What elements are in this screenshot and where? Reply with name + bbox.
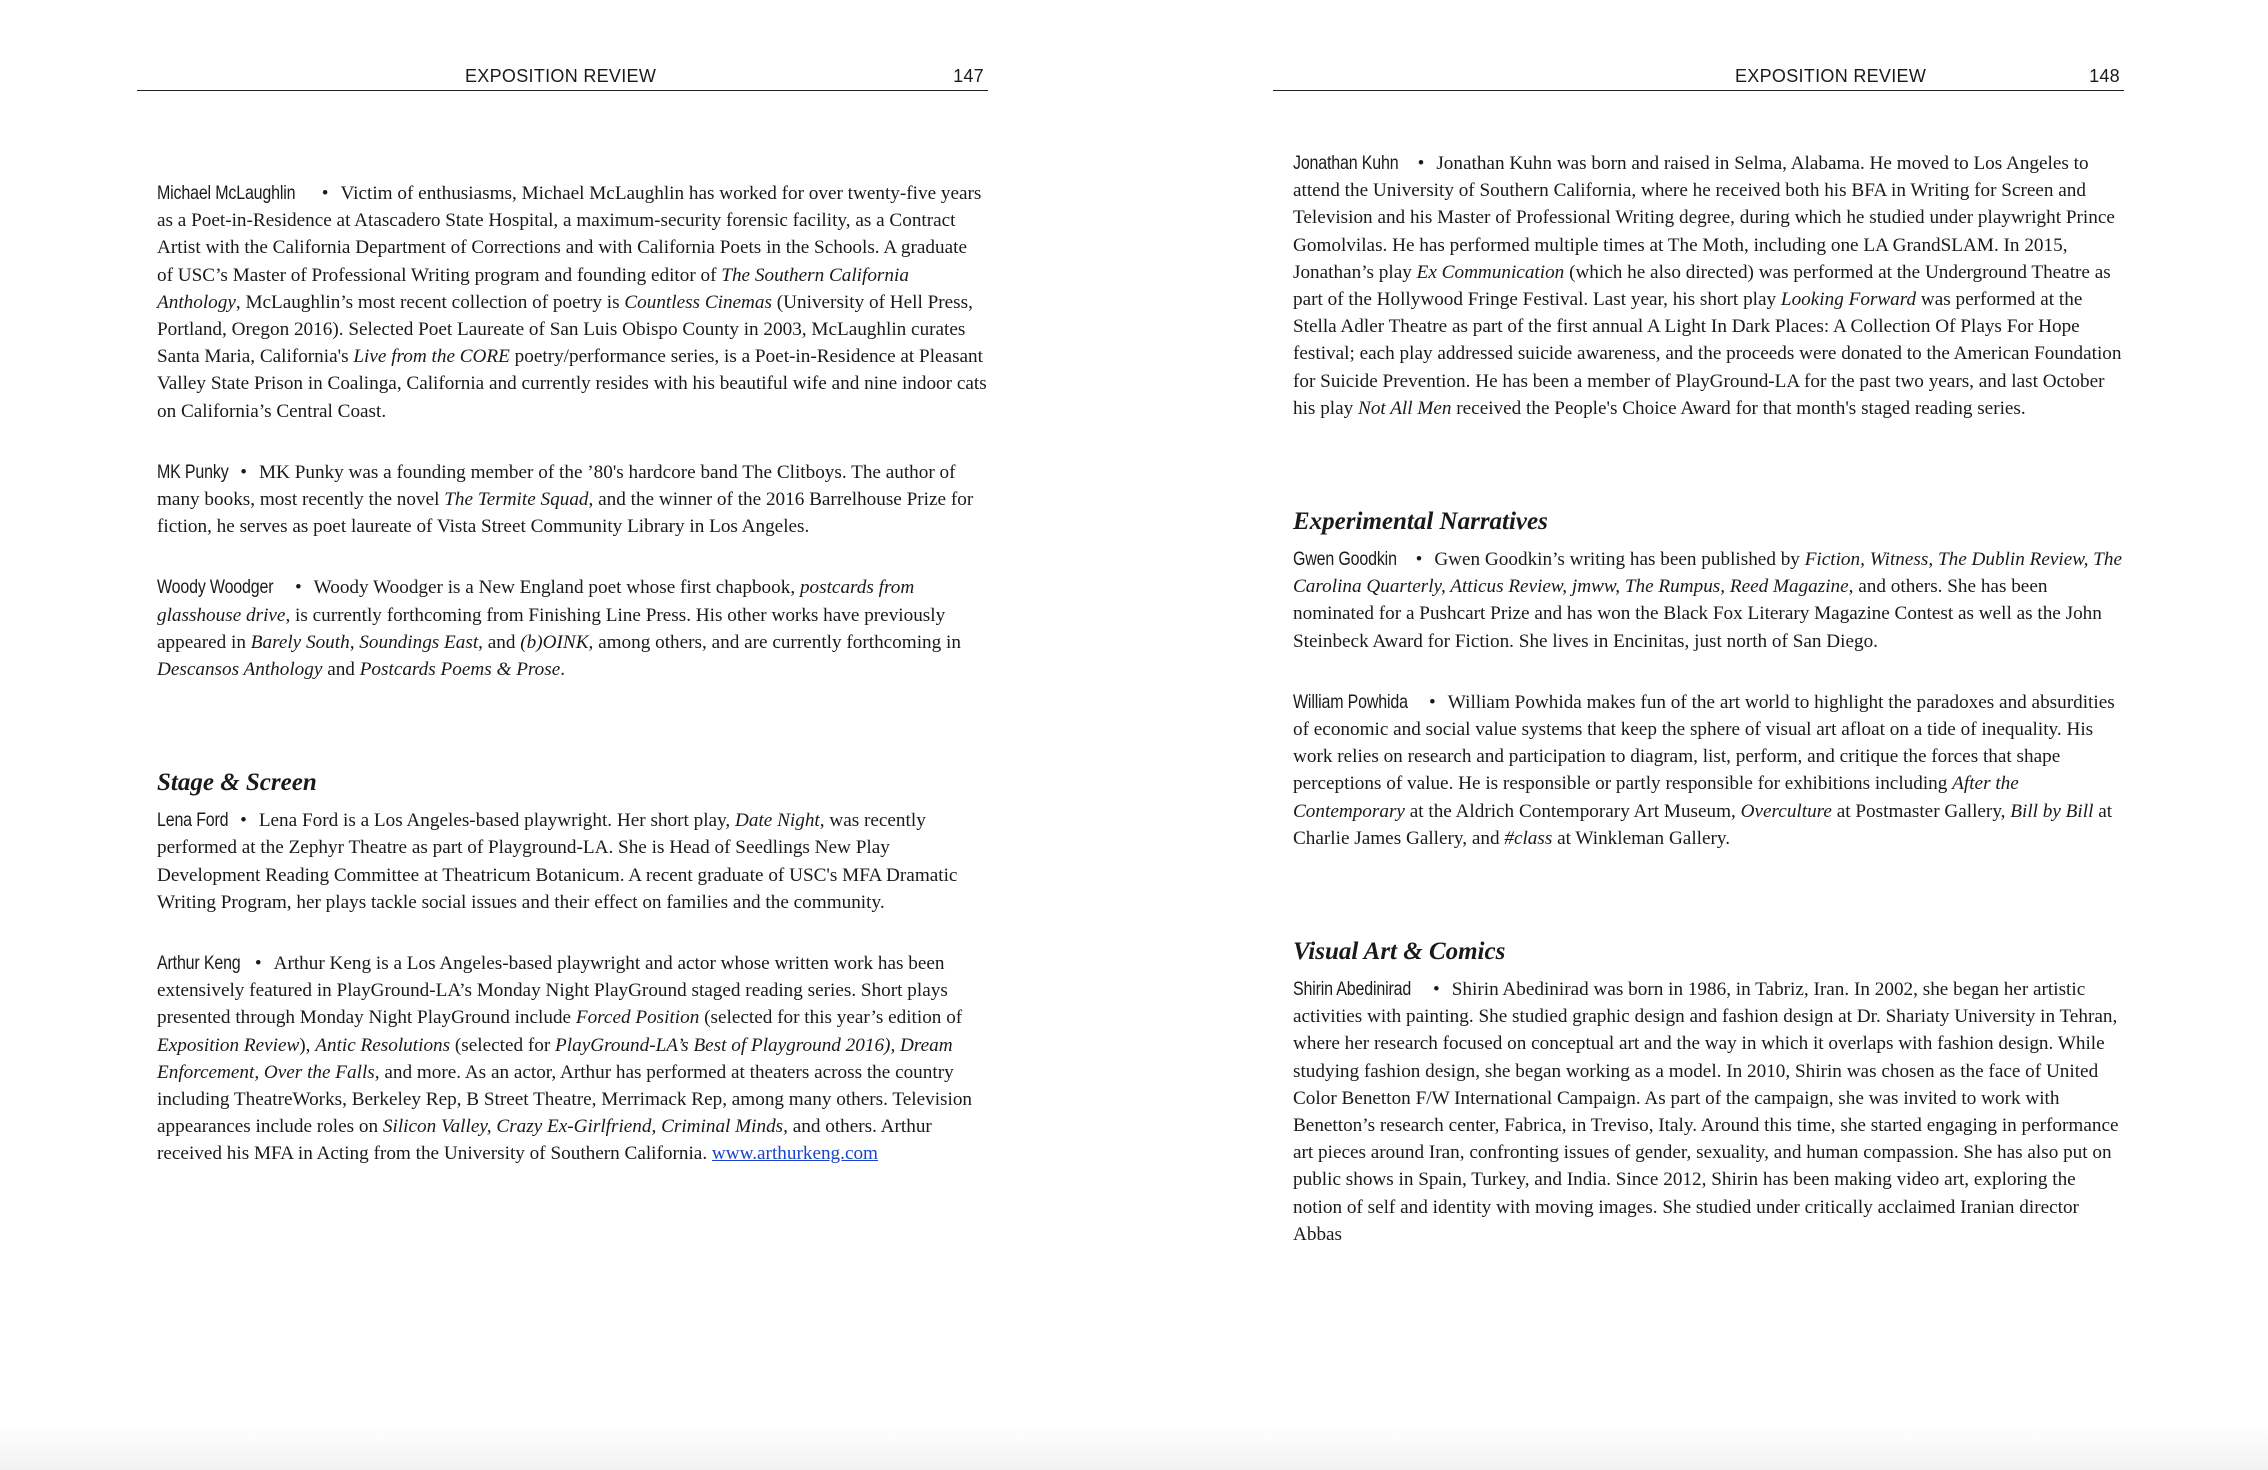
running-head-left xyxy=(137,64,988,91)
bio-jonathan-kuhn: Jonathan Kuhn • Jonathan Kuhn was born and raised in Selma, Alabama. He moved to Los Angeles to attend the University of Southern California, where he received both his BFA in Writing for Screen and Television and his Master of Professional Writing degree, during which he studied under playwright Prince Gomolvilas. He has performed multiple times at The Moth, including one LA GrandSLAM. In 2015, Jonathan’s play Ex Communication (which he also directed) was performed at the Underground Theatre as part of the Hollywood Fringe Festival. Last year, his short play Looking Forward was performed at the Stella Adler Theatre as part of the first annual A Light In Dark Places: A Collection Of Plays For Hope festival; each play addressed suicide awareness, and the proceeds were donated to the American Foundation for Suicide Prevention. He has been a member of PlayGround-LA for the past two years, and last October his play Not All Men received the People's Choice Award for that month's staged reading series. xyxy=(1293,152,2122,419)
section-heading-stage-screen: Stage & Screen xyxy=(157,769,317,797)
bullet-separator: • xyxy=(1415,549,1423,571)
contributor-name: Michael McLaughlin xyxy=(157,182,296,204)
right-page xyxy=(1134,0,2268,1470)
contributor-name: MK Punky xyxy=(157,460,229,483)
left-content xyxy=(157,180,987,1168)
bio-lena-ford: Lena Ford • Lena Ford is a Los Angeles-based playwright. Her short play, Date Night, was recently performed at the Zephyr Theatre as part of Playground-LA. She is Head of Seedlings New Play Development Reading Committee at Theatricum Botanicum. A recent graduate of USC's MFA Dramatic Writing Program, her plays tackle social issues and their effect on families and the community. xyxy=(157,809,958,913)
bullet-separator: • xyxy=(240,461,247,483)
running-head-right xyxy=(1273,64,2124,91)
bullet-separator: • xyxy=(254,953,262,975)
arthur-keng-website-link[interactable]: www.arthurkeng.com xyxy=(711,1143,878,1165)
contributor-name: Lena Ford xyxy=(157,809,229,832)
bullet-separator: • xyxy=(1429,691,1436,713)
bio-arthur-keng: Arthur Keng • Arthur Keng is a Los Angeles-based playwright and actor whose written work has been extensively featured in PlayGround-LA’s Monday Night PlayGround staged reading series. Short plays presented through Monday Night PlayGround include Forced Position (selected for this year’s edition of Exposition Review), Antic Resolutions (selected for PlayGround-LA’s Best of Playground 2016), Dream Enforcement, Over the Falls, and more. As an actor, Arthur has performed at theaters across the country including TheatreWorks, Berkeley Rep, B Street Theatre, Merrimack Rep, among many others. Television appearances include roles on Silicon Valley, Crazy Ex-Girlfriend, Criminal Minds, and others. Arthur received his MFA in Acting from the University of Southern California. www.arthurkeng.com xyxy=(157,952,973,1165)
bullet-separator: • xyxy=(1433,979,1440,1001)
bio-mk-punky: MK Punky • MK Punky was a founding member of the ’80's hardcore band The Clitboys. The author of many books, most recently the novel The Termite Squad, and the winner of the 2016 Barrelhouse Prize for fiction, he serves as poet laureate of Vista Street Community Library in Los Angeles. xyxy=(157,460,974,538)
page-number: 148 xyxy=(2089,66,2120,86)
bio-william-powhida: William Powhida • William Powhida makes fun of the art world to highlight the paradoxes and absurdities of economic and social value systems that keep the sphere of visual art afloat on a tide of inequality. His work relies on research and participation to diagram, list, perform, and critique the forces that shape perceptions of value. He is responsible or partly responsible for exhibitions including After the Contemporary at the Aldrich Contemporary Art Museum, Overculture at Postmaster Gallery, Bill by Bill at Charlie James Gallery, and #class at Winkleman Gallery. xyxy=(1293,690,2115,849)
bio-woody-woodger: Woody Woodger • Woody Woodger is a New England poet whose first chapbook, postcards from glasshouse drive, is currently forthcoming from Finishing Line Press. His other works have previously appeared in Barely South, Soundings East, and (b)OINK, among others, and are currently forthcoming in Descansos Anthology and Postcards Poems & Prose. xyxy=(157,576,961,681)
contributor-name: Woody Woodger xyxy=(157,576,274,599)
contributor-name: Jonathan Kuhn xyxy=(1293,152,1399,174)
journal-title: EXPOSITION REVIEW xyxy=(465,66,657,86)
right-content xyxy=(1293,150,2123,1248)
section-heading-experimental-narratives: Experimental Narratives xyxy=(1293,508,1548,536)
section-heading-visual-art-comics: Visual Art & Comics xyxy=(1293,938,1506,966)
bullet-separator: • xyxy=(294,577,302,599)
contributor-name: Shirin Abedinirad xyxy=(1293,978,1412,1001)
page-number: 147 xyxy=(953,66,984,86)
bio-gwen-goodkin: Gwen Goodkin • Gwen Goodkin’s writing has been published by Fiction, Witness, The Dublin Review, The Carolina Quarterly, Atticus Review, jmww, The Rumpus, Reed Magazine, and others. She has been nominated for a Pushcart Prize and has won the Black Fox Literary Magazine Contest as well as the John Steinbeck Award for Fiction. She lives in Encinitas, just north of San Diego. xyxy=(1293,548,2122,652)
journal-title: EXPOSITION REVIEW xyxy=(1735,66,1927,86)
bio-shirin-abedinirad: Shirin Abedinirad • Shirin Abedinirad was born in 1986, in Tabriz, Iran. In 2002, she began her artistic activities with painting. She studied graphic design and fashion design at Dr. Shariaty University in Tehran, where her research focused on conceptual art and the way in which it overlaps with fashion design. While studying fashion design, she began working as a model. In 2010, Shirin was chosen as the face of United Color Benetton F/W International Campaign. As part of the campaign, she was invited to work with Benetton’s research center, Fabrica, in Treviso, Italy. Around this time, she started engaging in performance art pieces around Iran, confronting issues of gender, sexuality, and human compassion. She has also put on public shows in Spain, Turkey, and India. Since 2012, Shirin has been making video art, exploring the notion of self and identity with moving images. She studied under critically acclaimed Iranian director Abbas xyxy=(1293,978,2119,1245)
bullet-separator: • xyxy=(240,810,247,832)
bio-michael-mclaughlin: Michael McLaughlin • Victim of enthusiasms, Michael McLaughlin has worked for over twenty-five years as a Poet-in-Residence at Atascadero State Hospital, a maximum-security forensic facility, as a Contract Artist with the California Department of Corrections and with California Poets in the Schools. A graduate of USC’s Master of Professional Writing program and founding editor of The Southern California Anthology, McLaughlin’s most recent collection of poetry is Countless Cinemas (University of Hell Press, Portland, Oregon 2016). Selected Poet Laureate of San Luis Obispo County in 2003, McLaughlin curates Santa Maria, California's Live from the CORE poetry/performance series, is a Poet-in-Residence at Pleasant Valley State Prison in Coalinga, California and currently resides with his beautiful wife and nine indoor cats on California’s Central Coast. xyxy=(157,182,987,422)
bottom-edge-shadow xyxy=(0,1425,2268,1470)
bullet-separator: • xyxy=(1417,153,1425,174)
contributor-name: Arthur Keng xyxy=(157,952,241,975)
contributor-name: William Powhida xyxy=(1293,690,1408,713)
bullet-separator: • xyxy=(321,183,329,204)
contributor-name: Gwen Goodkin xyxy=(1293,548,1397,571)
